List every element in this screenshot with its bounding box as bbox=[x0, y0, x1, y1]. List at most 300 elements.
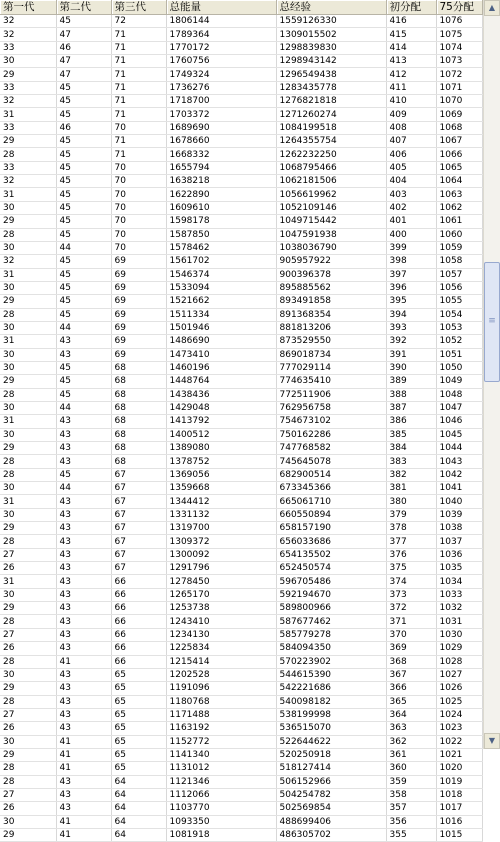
cell-alloc-75: 1044 bbox=[436, 442, 482, 455]
table-row[interactable] bbox=[0, 615, 482, 628]
cell-alloc-75: 1034 bbox=[436, 575, 482, 588]
cell-gen1: 30 bbox=[0, 428, 56, 441]
cell-gen2: 47 bbox=[56, 28, 111, 41]
cell-gen2: 41 bbox=[56, 815, 111, 828]
cell-alloc-75: 1054 bbox=[436, 308, 482, 321]
cell-alloc-75: 1041 bbox=[436, 482, 482, 495]
cell-total-energy: 1429048 bbox=[166, 401, 276, 414]
table-row[interactable] bbox=[0, 255, 482, 268]
cell-gen3: 71 bbox=[111, 81, 166, 94]
cell-gen1: 29 bbox=[0, 215, 56, 228]
cell-gen3: 71 bbox=[111, 41, 166, 54]
table-row[interactable] bbox=[0, 228, 482, 241]
table-row[interactable] bbox=[0, 655, 482, 668]
cell-gen2: 45 bbox=[56, 215, 111, 228]
cell-total-energy: 1103770 bbox=[166, 802, 276, 815]
cell-alloc-75: 1052 bbox=[436, 335, 482, 348]
cell-gen2: 43 bbox=[56, 535, 111, 548]
table-row[interactable] bbox=[0, 348, 482, 361]
cell-gen3: 68 bbox=[111, 401, 166, 414]
cell-alloc-75: 1039 bbox=[436, 508, 482, 521]
cell-gen3: 64 bbox=[111, 828, 166, 841]
cell-alloc-75: 1056 bbox=[436, 281, 482, 294]
cell-gen3: 69 bbox=[111, 308, 166, 321]
table-row[interactable] bbox=[0, 602, 482, 615]
cell-initial-alloc: 406 bbox=[386, 148, 436, 161]
cell-total-exp: 1271260274 bbox=[276, 108, 386, 121]
cell-initial-alloc: 380 bbox=[386, 495, 436, 508]
table-row[interactable] bbox=[0, 201, 482, 214]
cell-gen2: 45 bbox=[56, 188, 111, 201]
cell-alloc-75: 1048 bbox=[436, 388, 482, 401]
cell-total-exp: 1038036790 bbox=[276, 241, 386, 254]
cell-total-exp: 585779278 bbox=[276, 628, 386, 641]
cell-alloc-75: 1032 bbox=[436, 602, 482, 615]
table-row[interactable] bbox=[0, 68, 482, 81]
cell-alloc-75: 1038 bbox=[436, 522, 482, 535]
cell-gen3: 67 bbox=[111, 535, 166, 548]
cell-total-exp: 502569854 bbox=[276, 802, 386, 815]
cell-gen1: 29 bbox=[0, 828, 56, 841]
cell-alloc-75: 1057 bbox=[436, 268, 482, 281]
cell-gen1: 30 bbox=[0, 815, 56, 828]
cell-alloc-75: 1030 bbox=[436, 628, 482, 641]
cell-alloc-75: 1029 bbox=[436, 642, 482, 655]
cell-gen3: 66 bbox=[111, 575, 166, 588]
cell-gen1: 29 bbox=[0, 375, 56, 388]
cell-total-exp: 1309015502 bbox=[276, 28, 386, 41]
cell-gen2: 43 bbox=[56, 428, 111, 441]
cell-alloc-75: 1051 bbox=[436, 348, 482, 361]
cell-gen3: 69 bbox=[111, 321, 166, 334]
cell-gen3: 71 bbox=[111, 148, 166, 161]
table-row[interactable] bbox=[0, 708, 482, 721]
cell-gen1: 28 bbox=[0, 388, 56, 401]
table-row[interactable] bbox=[0, 95, 482, 108]
scroll-down-button[interactable] bbox=[484, 733, 500, 749]
column-header-alloc-75[interactable]: 75分配 bbox=[436, 0, 482, 15]
cell-initial-alloc: 384 bbox=[386, 442, 436, 455]
cell-gen3: 68 bbox=[111, 442, 166, 455]
table-row[interactable] bbox=[0, 815, 482, 828]
cell-total-energy: 1112066 bbox=[166, 788, 276, 801]
table-row[interactable] bbox=[0, 268, 482, 281]
cell-total-energy: 1438436 bbox=[166, 388, 276, 401]
cell-alloc-75: 1069 bbox=[436, 108, 482, 121]
cell-total-exp: 869018734 bbox=[276, 348, 386, 361]
cell-gen2: 45 bbox=[56, 388, 111, 401]
cell-initial-alloc: 392 bbox=[386, 335, 436, 348]
cell-alloc-75: 1060 bbox=[436, 228, 482, 241]
cell-gen2: 43 bbox=[56, 575, 111, 588]
cell-total-exp: 504254782 bbox=[276, 788, 386, 801]
table-row[interactable] bbox=[0, 428, 482, 441]
cell-gen1: 30 bbox=[0, 401, 56, 414]
cell-gen3: 65 bbox=[111, 708, 166, 721]
cell-total-exp: 592194670 bbox=[276, 588, 386, 601]
cell-total-exp: 665061710 bbox=[276, 495, 386, 508]
table-row[interactable] bbox=[0, 295, 482, 308]
cell-initial-alloc: 414 bbox=[386, 41, 436, 54]
table-row[interactable] bbox=[0, 788, 482, 801]
cell-total-exp: 1049715442 bbox=[276, 215, 386, 228]
cell-total-exp: 1056619962 bbox=[276, 188, 386, 201]
cell-alloc-75: 1055 bbox=[436, 295, 482, 308]
cell-gen3: 65 bbox=[111, 668, 166, 681]
cell-gen3: 64 bbox=[111, 775, 166, 788]
table-row[interactable] bbox=[0, 388, 482, 401]
cell-gen3: 70 bbox=[111, 161, 166, 174]
table-row[interactable] bbox=[0, 535, 482, 548]
cell-alloc-75: 1023 bbox=[436, 722, 482, 735]
cell-initial-alloc: 388 bbox=[386, 388, 436, 401]
cell-initial-alloc: 366 bbox=[386, 682, 436, 695]
cell-gen2: 43 bbox=[56, 455, 111, 468]
cell-alloc-75: 1059 bbox=[436, 241, 482, 254]
table-row[interactable] bbox=[0, 682, 482, 695]
cell-gen2: 41 bbox=[56, 762, 111, 775]
cell-gen1: 33 bbox=[0, 161, 56, 174]
cell-total-exp: 1047591938 bbox=[276, 228, 386, 241]
cell-gen2: 43 bbox=[56, 562, 111, 575]
cell-total-energy: 1359668 bbox=[166, 482, 276, 495]
cell-alloc-75: 1036 bbox=[436, 548, 482, 561]
cell-gen2: 43 bbox=[56, 615, 111, 628]
table-row[interactable] bbox=[0, 802, 482, 815]
cell-initial-alloc: 356 bbox=[386, 815, 436, 828]
cell-total-energy: 1806144 bbox=[166, 15, 276, 28]
table-row[interactable] bbox=[0, 442, 482, 455]
table-row[interactable] bbox=[0, 722, 482, 735]
cell-total-exp: 777029114 bbox=[276, 361, 386, 374]
table-row[interactable] bbox=[0, 828, 482, 841]
cell-gen3: 71 bbox=[111, 95, 166, 108]
cell-total-energy: 1243410 bbox=[166, 615, 276, 628]
table-row[interactable] bbox=[0, 188, 482, 201]
cell-gen1: 28 bbox=[0, 308, 56, 321]
cell-alloc-75: 1042 bbox=[436, 468, 482, 481]
cell-alloc-75: 1067 bbox=[436, 135, 482, 148]
cell-alloc-75: 1015 bbox=[436, 828, 482, 841]
cell-gen2: 43 bbox=[56, 335, 111, 348]
cell-alloc-75: 1068 bbox=[436, 121, 482, 134]
table-row[interactable] bbox=[0, 508, 482, 521]
cell-alloc-75: 1028 bbox=[436, 655, 482, 668]
table-row[interactable] bbox=[0, 695, 482, 708]
cell-gen2: 43 bbox=[56, 602, 111, 615]
cell-alloc-75: 1063 bbox=[436, 188, 482, 201]
table-row[interactable] bbox=[0, 281, 482, 294]
cell-gen2: 43 bbox=[56, 495, 111, 508]
column-header-gen2[interactable]: 第二代 bbox=[56, 0, 111, 15]
cell-total-exp: 1283435778 bbox=[276, 81, 386, 94]
cell-gen1: 27 bbox=[0, 548, 56, 561]
table-row[interactable] bbox=[0, 241, 482, 254]
table-row[interactable] bbox=[0, 548, 482, 561]
cell-initial-alloc: 385 bbox=[386, 428, 436, 441]
cell-gen3: 69 bbox=[111, 335, 166, 348]
cell-alloc-75: 1043 bbox=[436, 455, 482, 468]
cell-alloc-75: 1035 bbox=[436, 562, 482, 575]
cell-total-exp: 750162286 bbox=[276, 428, 386, 441]
cell-total-exp: 900396378 bbox=[276, 268, 386, 281]
cell-initial-alloc: 374 bbox=[386, 575, 436, 588]
cell-total-energy: 1760756 bbox=[166, 55, 276, 68]
scroll-up-button[interactable] bbox=[484, 0, 500, 16]
cell-gen2: 43 bbox=[56, 695, 111, 708]
cell-gen1: 26 bbox=[0, 642, 56, 655]
table-row[interactable] bbox=[0, 522, 482, 535]
cell-gen3: 68 bbox=[111, 428, 166, 441]
cell-gen3: 67 bbox=[111, 482, 166, 495]
cell-gen2: 44 bbox=[56, 321, 111, 334]
column-header-total-exp[interactable]: 总经验 bbox=[276, 0, 386, 15]
cell-alloc-75: 1021 bbox=[436, 748, 482, 761]
cell-gen3: 69 bbox=[111, 348, 166, 361]
cell-total-exp: 673345366 bbox=[276, 482, 386, 495]
cell-alloc-75: 1050 bbox=[436, 361, 482, 374]
cell-gen3: 69 bbox=[111, 295, 166, 308]
cell-gen3: 68 bbox=[111, 361, 166, 374]
table-row[interactable] bbox=[0, 668, 482, 681]
table-row[interactable] bbox=[0, 135, 482, 148]
cell-gen2: 43 bbox=[56, 588, 111, 601]
cell-initial-alloc: 355 bbox=[386, 828, 436, 841]
cell-initial-alloc: 403 bbox=[386, 188, 436, 201]
table-row[interactable] bbox=[0, 575, 482, 588]
cell-initial-alloc: 397 bbox=[386, 268, 436, 281]
cell-initial-alloc: 386 bbox=[386, 415, 436, 428]
cell-gen3: 72 bbox=[111, 15, 166, 28]
cell-gen2: 45 bbox=[56, 468, 111, 481]
cell-total-exp: 486305702 bbox=[276, 828, 386, 841]
cell-initial-alloc: 371 bbox=[386, 615, 436, 628]
cell-total-exp: 891368354 bbox=[276, 308, 386, 321]
cell-total-energy: 1533094 bbox=[166, 281, 276, 294]
cell-gen3: 64 bbox=[111, 815, 166, 828]
cell-alloc-75: 1062 bbox=[436, 201, 482, 214]
cell-initial-alloc: 373 bbox=[386, 588, 436, 601]
cell-total-exp: 570223902 bbox=[276, 655, 386, 668]
table-row[interactable] bbox=[0, 321, 482, 334]
cell-total-energy: 1331132 bbox=[166, 508, 276, 521]
cell-gen3: 67 bbox=[111, 562, 166, 575]
cell-gen2: 45 bbox=[56, 135, 111, 148]
cell-gen1: 26 bbox=[0, 802, 56, 815]
table-row[interactable] bbox=[0, 495, 482, 508]
cell-gen2: 43 bbox=[56, 788, 111, 801]
cell-total-exp: 762956758 bbox=[276, 401, 386, 414]
cell-gen3: 71 bbox=[111, 68, 166, 81]
cell-initial-alloc: 383 bbox=[386, 455, 436, 468]
cell-gen3: 71 bbox=[111, 28, 166, 41]
table-row[interactable] bbox=[0, 161, 482, 174]
cell-total-exp: 905957922 bbox=[276, 255, 386, 268]
table-row[interactable] bbox=[0, 735, 482, 748]
table-row[interactable] bbox=[0, 588, 482, 601]
cell-total-energy: 1668332 bbox=[166, 148, 276, 161]
cell-gen1: 30 bbox=[0, 201, 56, 214]
table-row[interactable] bbox=[0, 81, 482, 94]
table-row[interactable] bbox=[0, 628, 482, 641]
cell-gen3: 70 bbox=[111, 201, 166, 214]
cell-alloc-75: 1076 bbox=[436, 15, 482, 28]
cell-gen3: 64 bbox=[111, 802, 166, 815]
cell-total-exp: 774635410 bbox=[276, 375, 386, 388]
cell-gen3: 69 bbox=[111, 281, 166, 294]
cell-gen3: 65 bbox=[111, 762, 166, 775]
cell-total-energy: 1378752 bbox=[166, 455, 276, 468]
cell-total-exp: 745645078 bbox=[276, 455, 386, 468]
scrollbar-thumb[interactable] bbox=[484, 262, 500, 382]
cell-initial-alloc: 387 bbox=[386, 401, 436, 414]
cell-total-exp: 584094350 bbox=[276, 642, 386, 655]
cell-gen3: 66 bbox=[111, 588, 166, 601]
cell-alloc-75: 1074 bbox=[436, 41, 482, 54]
cell-gen1: 33 bbox=[0, 121, 56, 134]
cell-total-energy: 1389080 bbox=[166, 442, 276, 455]
cell-gen1: 31 bbox=[0, 495, 56, 508]
cell-gen2: 45 bbox=[56, 148, 111, 161]
table-row[interactable] bbox=[0, 175, 482, 188]
table-row[interactable] bbox=[0, 375, 482, 388]
cell-total-exp: 654135502 bbox=[276, 548, 386, 561]
cell-total-exp: 1084199518 bbox=[276, 121, 386, 134]
cell-gen2: 43 bbox=[56, 415, 111, 428]
cell-initial-alloc: 396 bbox=[386, 281, 436, 294]
table-row[interactable] bbox=[0, 28, 482, 41]
cell-initial-alloc: 402 bbox=[386, 201, 436, 214]
cell-gen1: 28 bbox=[0, 615, 56, 628]
cell-initial-alloc: 379 bbox=[386, 508, 436, 521]
cell-total-exp: 754673102 bbox=[276, 415, 386, 428]
table-row[interactable] bbox=[0, 415, 482, 428]
cell-gen2: 45 bbox=[56, 281, 111, 294]
cell-gen3: 69 bbox=[111, 268, 166, 281]
cell-gen1: 29 bbox=[0, 748, 56, 761]
cell-total-energy: 1486690 bbox=[166, 335, 276, 348]
table-row[interactable] bbox=[0, 775, 482, 788]
table-row[interactable] bbox=[0, 121, 482, 134]
table-row[interactable] bbox=[0, 41, 482, 54]
table-row[interactable] bbox=[0, 55, 482, 68]
cell-alloc-75: 1046 bbox=[436, 415, 482, 428]
cell-initial-alloc: 357 bbox=[386, 802, 436, 815]
cell-total-exp: 540098182 bbox=[276, 695, 386, 708]
cell-total-energy: 1718700 bbox=[166, 95, 276, 108]
cell-alloc-75: 1071 bbox=[436, 81, 482, 94]
cell-initial-alloc: 412 bbox=[386, 68, 436, 81]
vertical-scrollbar[interactable] bbox=[483, 0, 500, 749]
column-header-initial-alloc[interactable]: 初分配 bbox=[386, 0, 436, 15]
cell-total-exp: 1559126330 bbox=[276, 15, 386, 28]
table-row[interactable] bbox=[0, 642, 482, 655]
cell-alloc-75: 1037 bbox=[436, 535, 482, 548]
cell-gen1: 30 bbox=[0, 588, 56, 601]
cell-total-exp: 536515070 bbox=[276, 722, 386, 735]
table-row[interactable] bbox=[0, 562, 482, 575]
cell-initial-alloc: 375 bbox=[386, 562, 436, 575]
cell-gen2: 43 bbox=[56, 668, 111, 681]
cell-total-energy: 1278450 bbox=[166, 575, 276, 588]
table-row[interactable] bbox=[0, 482, 482, 495]
cell-gen2: 41 bbox=[56, 655, 111, 668]
cell-gen3: 66 bbox=[111, 628, 166, 641]
cell-gen3: 66 bbox=[111, 615, 166, 628]
cell-total-energy: 1369056 bbox=[166, 468, 276, 481]
cell-gen2: 43 bbox=[56, 682, 111, 695]
cell-total-exp: 1052109146 bbox=[276, 201, 386, 214]
column-header-total-energy[interactable]: 总能量 bbox=[166, 0, 276, 15]
table-row[interactable] bbox=[0, 468, 482, 481]
cell-initial-alloc: 378 bbox=[386, 522, 436, 535]
table-row[interactable] bbox=[0, 108, 482, 121]
cell-total-exp: 587677462 bbox=[276, 615, 386, 628]
cell-total-exp: 1298839830 bbox=[276, 41, 386, 54]
table-row[interactable] bbox=[0, 308, 482, 321]
cell-total-exp: 1068795466 bbox=[276, 161, 386, 174]
cell-total-exp: 873529550 bbox=[276, 335, 386, 348]
cell-gen3: 65 bbox=[111, 682, 166, 695]
cell-total-energy: 1736276 bbox=[166, 81, 276, 94]
column-header-gen3[interactable]: 第三代 bbox=[111, 0, 166, 15]
cell-gen1: 27 bbox=[0, 708, 56, 721]
cell-total-energy: 1225834 bbox=[166, 642, 276, 655]
cell-gen3: 64 bbox=[111, 788, 166, 801]
cell-total-energy: 1400512 bbox=[166, 428, 276, 441]
cell-total-exp: 520250918 bbox=[276, 748, 386, 761]
table-row[interactable] bbox=[0, 361, 482, 374]
cell-gen1: 32 bbox=[0, 28, 56, 41]
cell-gen2: 45 bbox=[56, 161, 111, 174]
cell-gen1: 30 bbox=[0, 321, 56, 334]
table-row[interactable] bbox=[0, 401, 482, 414]
cell-gen2: 45 bbox=[56, 108, 111, 121]
cell-initial-alloc: 390 bbox=[386, 361, 436, 374]
table-row[interactable] bbox=[0, 15, 482, 28]
cell-total-energy: 1215414 bbox=[166, 655, 276, 668]
column-header-gen1[interactable]: 第一代 bbox=[0, 0, 56, 15]
cell-alloc-75: 1058 bbox=[436, 255, 482, 268]
table-row[interactable] bbox=[0, 748, 482, 761]
table-body bbox=[0, 15, 482, 842]
table-row[interactable] bbox=[0, 335, 482, 348]
table-row[interactable] bbox=[0, 762, 482, 775]
cell-alloc-75: 1045 bbox=[436, 428, 482, 441]
cell-gen1: 30 bbox=[0, 281, 56, 294]
cell-gen1: 30 bbox=[0, 241, 56, 254]
cell-gen1: 31 bbox=[0, 268, 56, 281]
cell-alloc-75: 1027 bbox=[436, 668, 482, 681]
cell-gen3: 68 bbox=[111, 455, 166, 468]
table-row[interactable] bbox=[0, 455, 482, 468]
cell-total-energy: 1703372 bbox=[166, 108, 276, 121]
cell-gen3: 69 bbox=[111, 255, 166, 268]
cell-total-exp: 488699406 bbox=[276, 815, 386, 828]
cell-gen2: 43 bbox=[56, 628, 111, 641]
cell-gen2: 41 bbox=[56, 748, 111, 761]
table-row[interactable] bbox=[0, 148, 482, 161]
cell-initial-alloc: 372 bbox=[386, 602, 436, 615]
cell-gen1: 30 bbox=[0, 508, 56, 521]
table-row[interactable] bbox=[0, 215, 482, 228]
cell-total-energy: 1561702 bbox=[166, 255, 276, 268]
cell-total-energy: 1587850 bbox=[166, 228, 276, 241]
cell-gen3: 68 bbox=[111, 388, 166, 401]
header-row bbox=[0, 0, 482, 15]
cell-gen1: 29 bbox=[0, 522, 56, 535]
cell-gen2: 43 bbox=[56, 522, 111, 535]
